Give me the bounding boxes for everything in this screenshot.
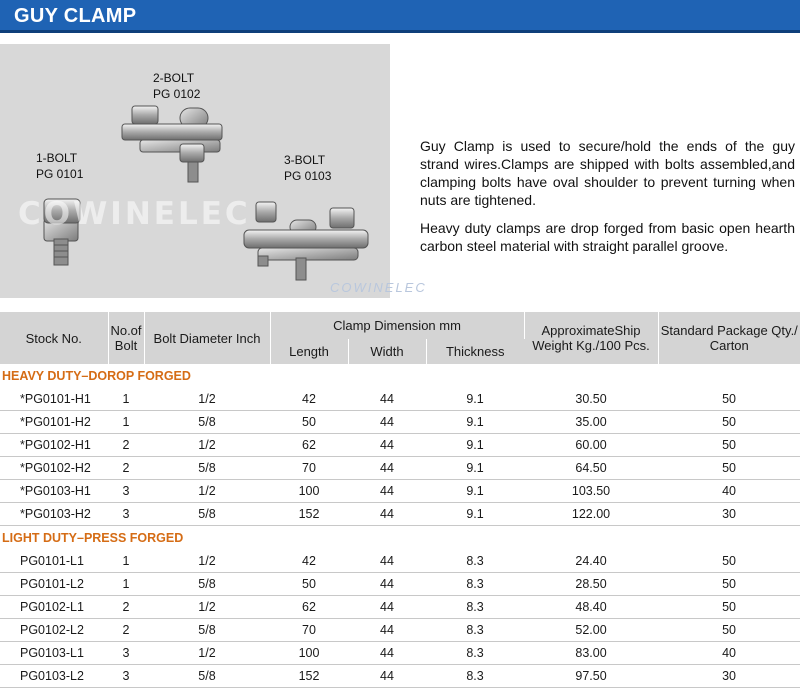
cell-bolt: 2 [108, 457, 144, 480]
header-clamp-dimension: Clamp Dimension mm [270, 312, 524, 339]
product-photo [0, 44, 427, 298]
page-header [0, 0, 800, 33]
spec-table-wrapper [0, 312, 800, 688]
cell-width: 44 [348, 619, 426, 642]
cell-package: 30 [658, 503, 800, 526]
cell-weight: 103.50 [524, 480, 658, 503]
table-row [0, 619, 800, 642]
cell-thickness: 9.1 [426, 480, 524, 503]
label-one-bolt-code: PG 0101 [36, 167, 84, 181]
section-header-row [0, 364, 800, 388]
table-row [0, 596, 800, 619]
cell-package: 50 [658, 619, 800, 642]
cell-diameter: 5/8 [144, 411, 270, 434]
header-width: Width [348, 339, 426, 364]
cell-length: 42 [270, 550, 348, 573]
header-thickness: Thickness [426, 339, 524, 364]
cell-stock: PG0101-L2 [0, 573, 108, 596]
cell-stock: PG0103-L1 [0, 642, 108, 665]
table-row [0, 503, 800, 526]
cell-weight: 64.50 [524, 457, 658, 480]
cell-stock: *PG0101-H1 [0, 388, 108, 411]
cell-diameter: 5/8 [144, 457, 270, 480]
cell-weight: 28.50 [524, 573, 658, 596]
table-row [0, 573, 800, 596]
cell-stock: *PG0103-H1 [0, 480, 108, 503]
table-row [0, 411, 800, 434]
cell-width: 44 [348, 411, 426, 434]
table-row [0, 665, 800, 688]
cell-weight: 60.00 [524, 434, 658, 457]
cell-weight: 52.00 [524, 619, 658, 642]
cell-package: 50 [658, 596, 800, 619]
cell-length: 70 [270, 619, 348, 642]
cell-thickness: 9.1 [426, 434, 524, 457]
cell-length: 152 [270, 665, 348, 688]
cell-weight: 24.40 [524, 550, 658, 573]
table-row [0, 388, 800, 411]
cell-width: 44 [348, 434, 426, 457]
cell-diameter: 5/8 [144, 619, 270, 642]
cell-weight: 122.00 [524, 503, 658, 526]
table-body [0, 364, 800, 688]
cell-bolt: 3 [108, 480, 144, 503]
cell-diameter: 5/8 [144, 573, 270, 596]
cell-thickness: 9.1 [426, 503, 524, 526]
page-title: GUY CLAMP [14, 5, 137, 27]
watermark-logo: COWINELEC [18, 196, 251, 232]
cell-bolt: 1 [108, 411, 144, 434]
cell-length: 70 [270, 457, 348, 480]
cell-length: 152 [270, 503, 348, 526]
cell-weight: 48.40 [524, 596, 658, 619]
cell-stock: *PG0103-H2 [0, 503, 108, 526]
cell-stock: PG0103-L2 [0, 665, 108, 688]
cell-stock: PG0101-L1 [0, 550, 108, 573]
cell-diameter: 1/2 [144, 642, 270, 665]
cell-weight: 97.50 [524, 665, 658, 688]
cell-thickness: 9.1 [426, 411, 524, 434]
cell-thickness: 8.3 [426, 596, 524, 619]
product-description [420, 137, 795, 265]
cell-stock: *PG0101-H2 [0, 411, 108, 434]
cell-bolt: 1 [108, 550, 144, 573]
cell-thickness: 8.3 [426, 550, 524, 573]
header-weight: ApproximateShip Weight Kg./100 Pcs. [524, 312, 658, 364]
cell-diameter: 5/8 [144, 665, 270, 688]
label-three-bolt-name: 3-BOLT [284, 153, 326, 167]
cell-diameter: 1/2 [144, 596, 270, 619]
cell-package: 50 [658, 434, 800, 457]
watermark-logo-small: COWINELEC [330, 280, 427, 295]
cell-length: 50 [270, 411, 348, 434]
cell-width: 44 [348, 573, 426, 596]
label-three-bolt [284, 152, 331, 184]
cell-length: 50 [270, 573, 348, 596]
cell-package: 50 [658, 573, 800, 596]
label-two-bolt-name: 2-BOLT [153, 71, 195, 85]
cell-thickness: 8.3 [426, 573, 524, 596]
table-row [0, 457, 800, 480]
table-row [0, 550, 800, 573]
section-header-row [0, 526, 800, 551]
cell-package: 40 [658, 642, 800, 665]
cell-bolt: 3 [108, 665, 144, 688]
cell-length: 100 [270, 642, 348, 665]
spec-table [0, 312, 800, 688]
header-package: Standard Package Qty./ Carton [658, 312, 800, 364]
cell-length: 62 [270, 596, 348, 619]
cell-weight: 35.00 [524, 411, 658, 434]
cell-package: 50 [658, 550, 800, 573]
cell-length: 42 [270, 388, 348, 411]
cell-diameter: 1/2 [144, 550, 270, 573]
cell-width: 44 [348, 480, 426, 503]
header-bolt: No.of Bolt [108, 312, 144, 364]
cell-weight: 83.00 [524, 642, 658, 665]
cell-diameter: 1/2 [144, 434, 270, 457]
cell-bolt: 2 [108, 434, 144, 457]
cell-bolt: 2 [108, 596, 144, 619]
cell-bolt: 1 [108, 573, 144, 596]
table-row [0, 434, 800, 457]
cell-package: 50 [658, 388, 800, 411]
cell-stock: PG0102-L2 [0, 619, 108, 642]
two-bolt-clamp [122, 106, 222, 182]
table-header-row [0, 312, 800, 339]
three-bolt-clamp [244, 202, 368, 280]
cell-width: 44 [348, 457, 426, 480]
cell-package: 50 [658, 411, 800, 434]
cell-width: 44 [348, 503, 426, 526]
cell-width: 44 [348, 642, 426, 665]
section-title: LIGHT DUTY–PRESS FORGED [2, 531, 184, 545]
cell-thickness: 8.3 [426, 665, 524, 688]
cell-bolt: 3 [108, 642, 144, 665]
table-row [0, 642, 800, 665]
header-stock: Stock No. [0, 312, 108, 364]
label-two-bolt-code: PG 0102 [153, 87, 201, 101]
cell-package: 50 [658, 457, 800, 480]
cell-thickness: 9.1 [426, 388, 524, 411]
cell-thickness: 8.3 [426, 642, 524, 665]
description-paragraph: Heavy duty clamps are drop forged from basic open hearth carbon steel material with straight parallel groove. [420, 220, 795, 254]
cell-thickness: 9.1 [426, 457, 524, 480]
cell-length: 62 [270, 434, 348, 457]
cell-diameter: 1/2 [144, 480, 270, 503]
label-one-bolt [36, 150, 83, 182]
cell-length: 100 [270, 480, 348, 503]
cell-width: 44 [348, 665, 426, 688]
label-one-bolt-name: 1-BOLT [36, 151, 78, 165]
cell-stock: *PG0102-H2 [0, 457, 108, 480]
cell-bolt: 3 [108, 503, 144, 526]
cell-package: 40 [658, 480, 800, 503]
cell-bolt: 1 [108, 388, 144, 411]
table-row [0, 480, 800, 503]
cell-width: 44 [348, 550, 426, 573]
cell-stock: PG0102-L1 [0, 596, 108, 619]
cell-width: 44 [348, 388, 426, 411]
cell-weight: 30.50 [524, 388, 658, 411]
header-diameter: Bolt Diameter Inch [144, 312, 270, 364]
section-title: HEAVY DUTY–DOROP FORGED [2, 369, 191, 383]
label-three-bolt-code: PG 0103 [284, 169, 332, 183]
cell-bolt: 2 [108, 619, 144, 642]
description-paragraph: Guy Clamp is used to secure/hold the ends of the guy strand wires.Clamps are shipped with bolts assembled,and clamping bolts have oval shoulder to prevent turning when nuts are tightened. [420, 138, 795, 208]
cell-package: 30 [658, 665, 800, 688]
header-length: Length [270, 339, 348, 364]
cell-diameter: 5/8 [144, 503, 270, 526]
cell-stock: *PG0102-H1 [0, 434, 108, 457]
cell-thickness: 8.3 [426, 619, 524, 642]
label-two-bolt [153, 70, 200, 102]
cell-width: 44 [348, 596, 426, 619]
cell-diameter: 1/2 [144, 388, 270, 411]
